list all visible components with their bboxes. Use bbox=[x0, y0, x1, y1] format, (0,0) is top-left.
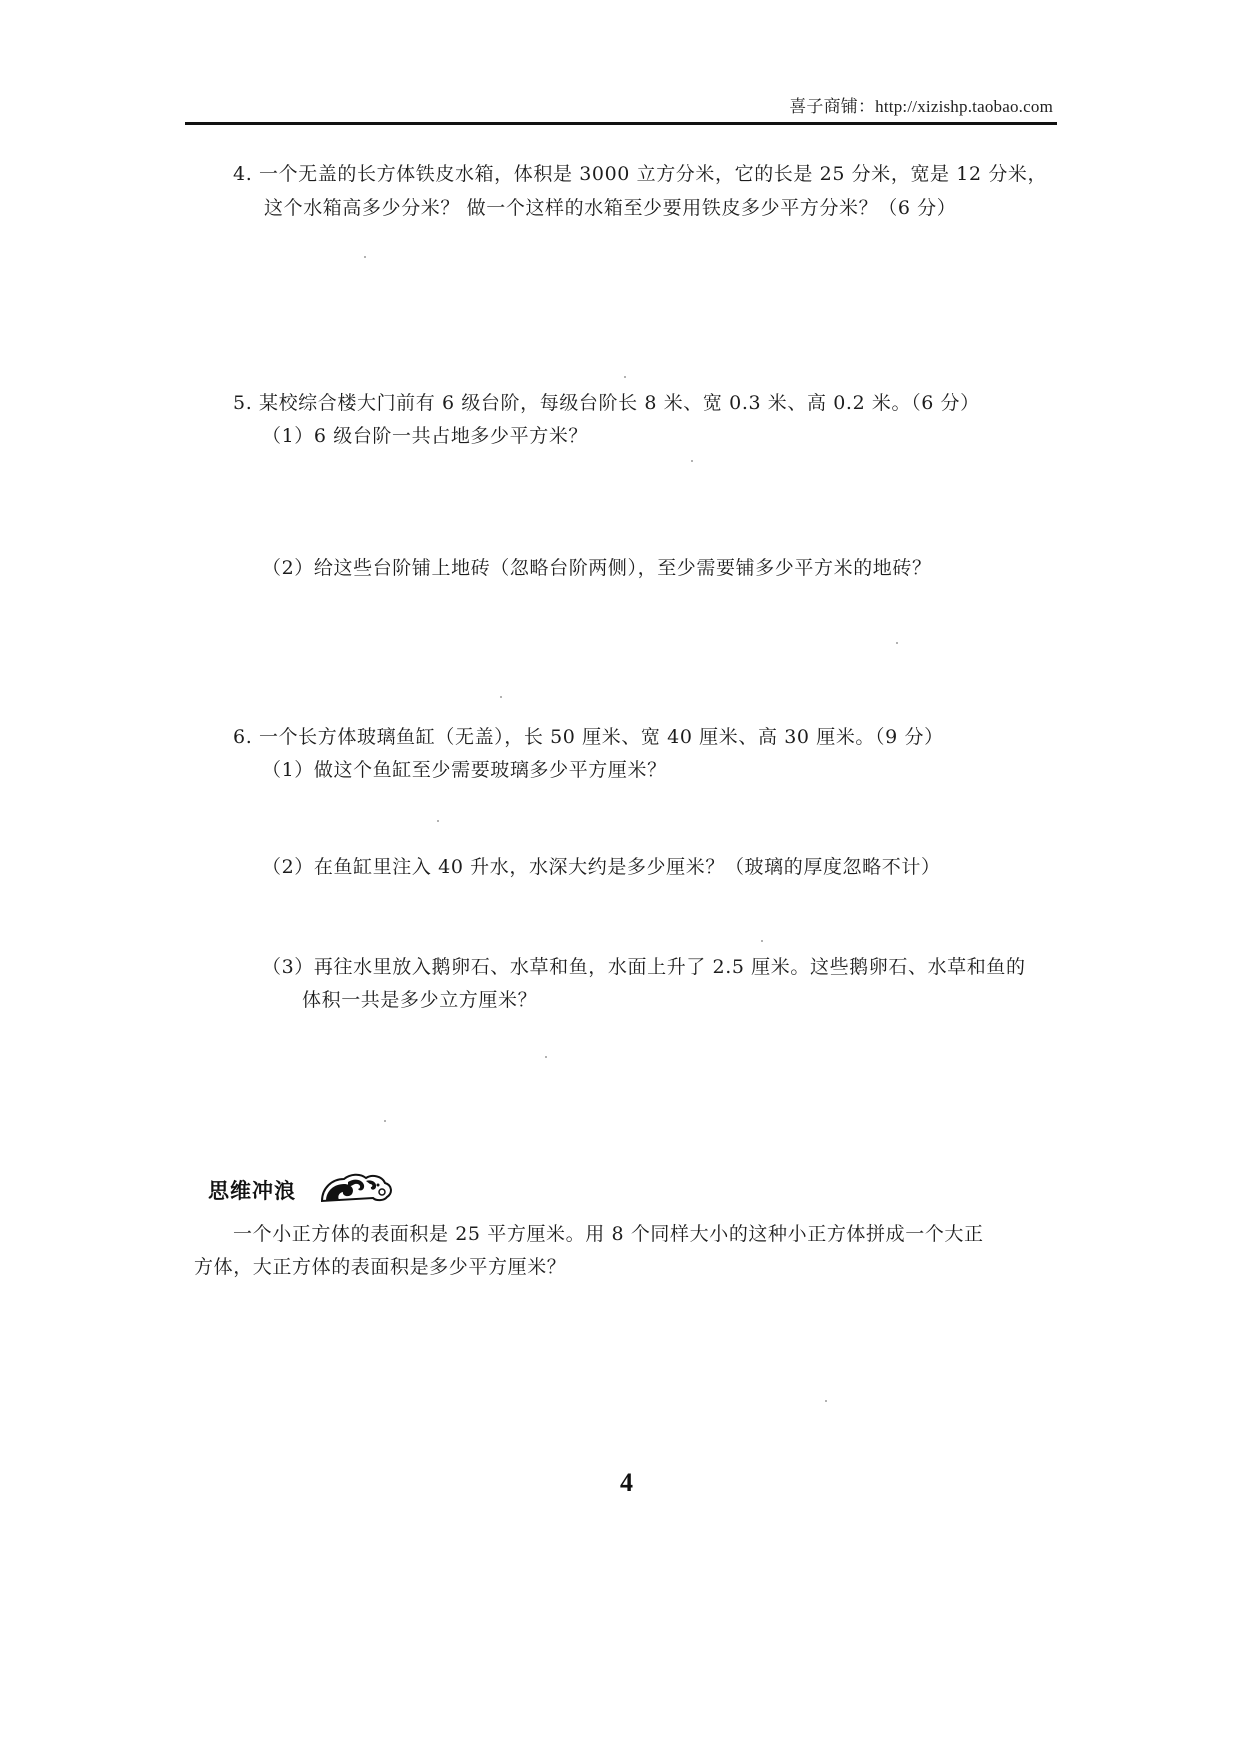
challenge-line-2: 方体，大正方体的表面积是多少平方厘米？ bbox=[194, 1256, 567, 1278]
challenge-title: 思维冲浪 bbox=[208, 1178, 296, 1203]
scan-speck bbox=[437, 820, 439, 822]
question-4-line-2: 这个水箱高多少分米？ 做一个这样的水箱至少要用铁皮多少平方分米？（6 分） bbox=[264, 197, 957, 219]
question-6-sub-1: （1）做这个鱼缸至少需要玻璃多少平方厘米？ bbox=[262, 759, 667, 781]
scan-speck bbox=[825, 1400, 827, 1402]
scan-speck bbox=[500, 696, 502, 698]
challenge-line-1: 一个小正方体的表面积是 25 平方厘米。用 8 个同样大小的这种小正方体拼成一个大正 bbox=[233, 1223, 984, 1245]
scan-speck bbox=[384, 1120, 386, 1122]
question-6-line-1: 6. 一个长方体玻璃鱼缸（无盖），长 50 厘米、宽 40 厘米、高 30 厘米。（9 分） bbox=[233, 726, 944, 748]
question-6-sub-2: （2）在鱼缸里注入 40 升水，水深大约是多少厘米？（玻璃的厚度忽略不计） bbox=[262, 856, 941, 878]
scan-speck bbox=[624, 376, 626, 378]
scan-speck bbox=[691, 460, 693, 462]
question-6-sub-3-line-2: 体积一共是多少立方厘米？ bbox=[302, 989, 538, 1011]
scan-speck bbox=[761, 940, 763, 942]
question-5-line-1: 5. 某校综合楼大门前有 6 级台阶，每级台阶长 8 米、宽 0.3 米、高 0.2 米。（6 分） bbox=[233, 392, 980, 414]
question-6-sub-3-line-1: （3）再往水里放入鹅卵石、水草和鱼，水面上升了 2.5 厘米。这些鹅卵石、水草和鱼的 bbox=[262, 956, 1026, 978]
scan-speck bbox=[364, 256, 366, 258]
shop-header: 喜子商铺：http://xizishp.taobao.com bbox=[789, 97, 1053, 116]
scan-speck bbox=[896, 642, 898, 644]
question-4-line-1: 4. 一个无盖的长方体铁皮水箱，体积是 3000 立方分米，它的长是 25 分米，宽是 12 分米， bbox=[233, 163, 1048, 185]
question-5-sub-1: （1）6 级台阶一共占地多少平方米？ bbox=[262, 425, 589, 447]
header-divider bbox=[185, 122, 1057, 125]
page-number: 4 bbox=[620, 1468, 633, 1497]
wave-icon bbox=[318, 1170, 394, 1204]
scan-speck bbox=[545, 1056, 547, 1058]
question-5-sub-2: （2）给这些台阶铺上地砖（忽略台阶两侧），至少需要铺多少平方米的地砖？ bbox=[262, 557, 932, 579]
